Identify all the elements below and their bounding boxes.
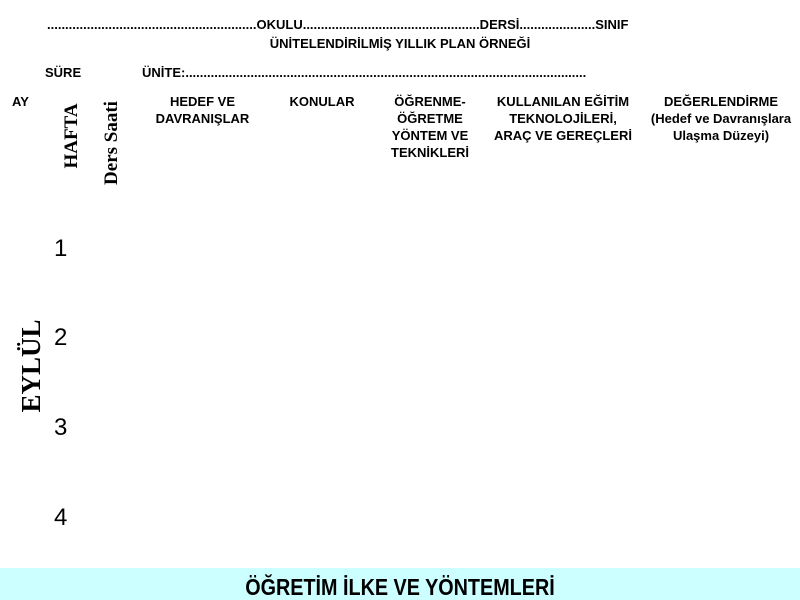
unit-label: ÜNİTE:...............................................................................................................: [142, 65, 587, 80]
week-number: 1: [54, 235, 68, 262]
footer-banner: [0, 568, 800, 600]
column-methods: ÖĞRENME-ÖĞRETME YÖNTEM VE TEKNİKLERİ: [391, 94, 469, 160]
column-evaluation: DEĞERLENDİRME (Hedef ve Davranışlara Ulaşma Düzeyi): [650, 94, 792, 143]
week-number: 2: [54, 324, 68, 351]
column-week: HAFTA: [61, 103, 82, 169]
column-month: AY: [12, 94, 29, 109]
column-tools: KULLANILAN EĞİTİM TEKNOLOJİLERİ, ARAÇ VE GEREÇLERİ: [494, 94, 632, 143]
month-label: EYLÜL: [16, 319, 46, 413]
duration-label: SÜRE: [45, 65, 82, 80]
header-school-line: ..........................................................OKULU.................................................DERSİ.....................SINIF: [47, 17, 629, 32]
column-lesson-hours: Ders Saati: [101, 101, 122, 185]
column-topics: KONULAR: [289, 94, 355, 109]
column-objectives: HEDEF VE DAVRANIŞLAR: [155, 94, 250, 126]
week-number: 4: [54, 504, 68, 531]
footer-title: ÖĞRETİM İLKE VE YÖNTEMLERİ: [245, 574, 555, 600]
document-title: ÜNİTELENDİRİLMİŞ YILLIK PLAN ÖRNEĞİ: [269, 36, 531, 51]
week-number: 3: [54, 414, 68, 441]
